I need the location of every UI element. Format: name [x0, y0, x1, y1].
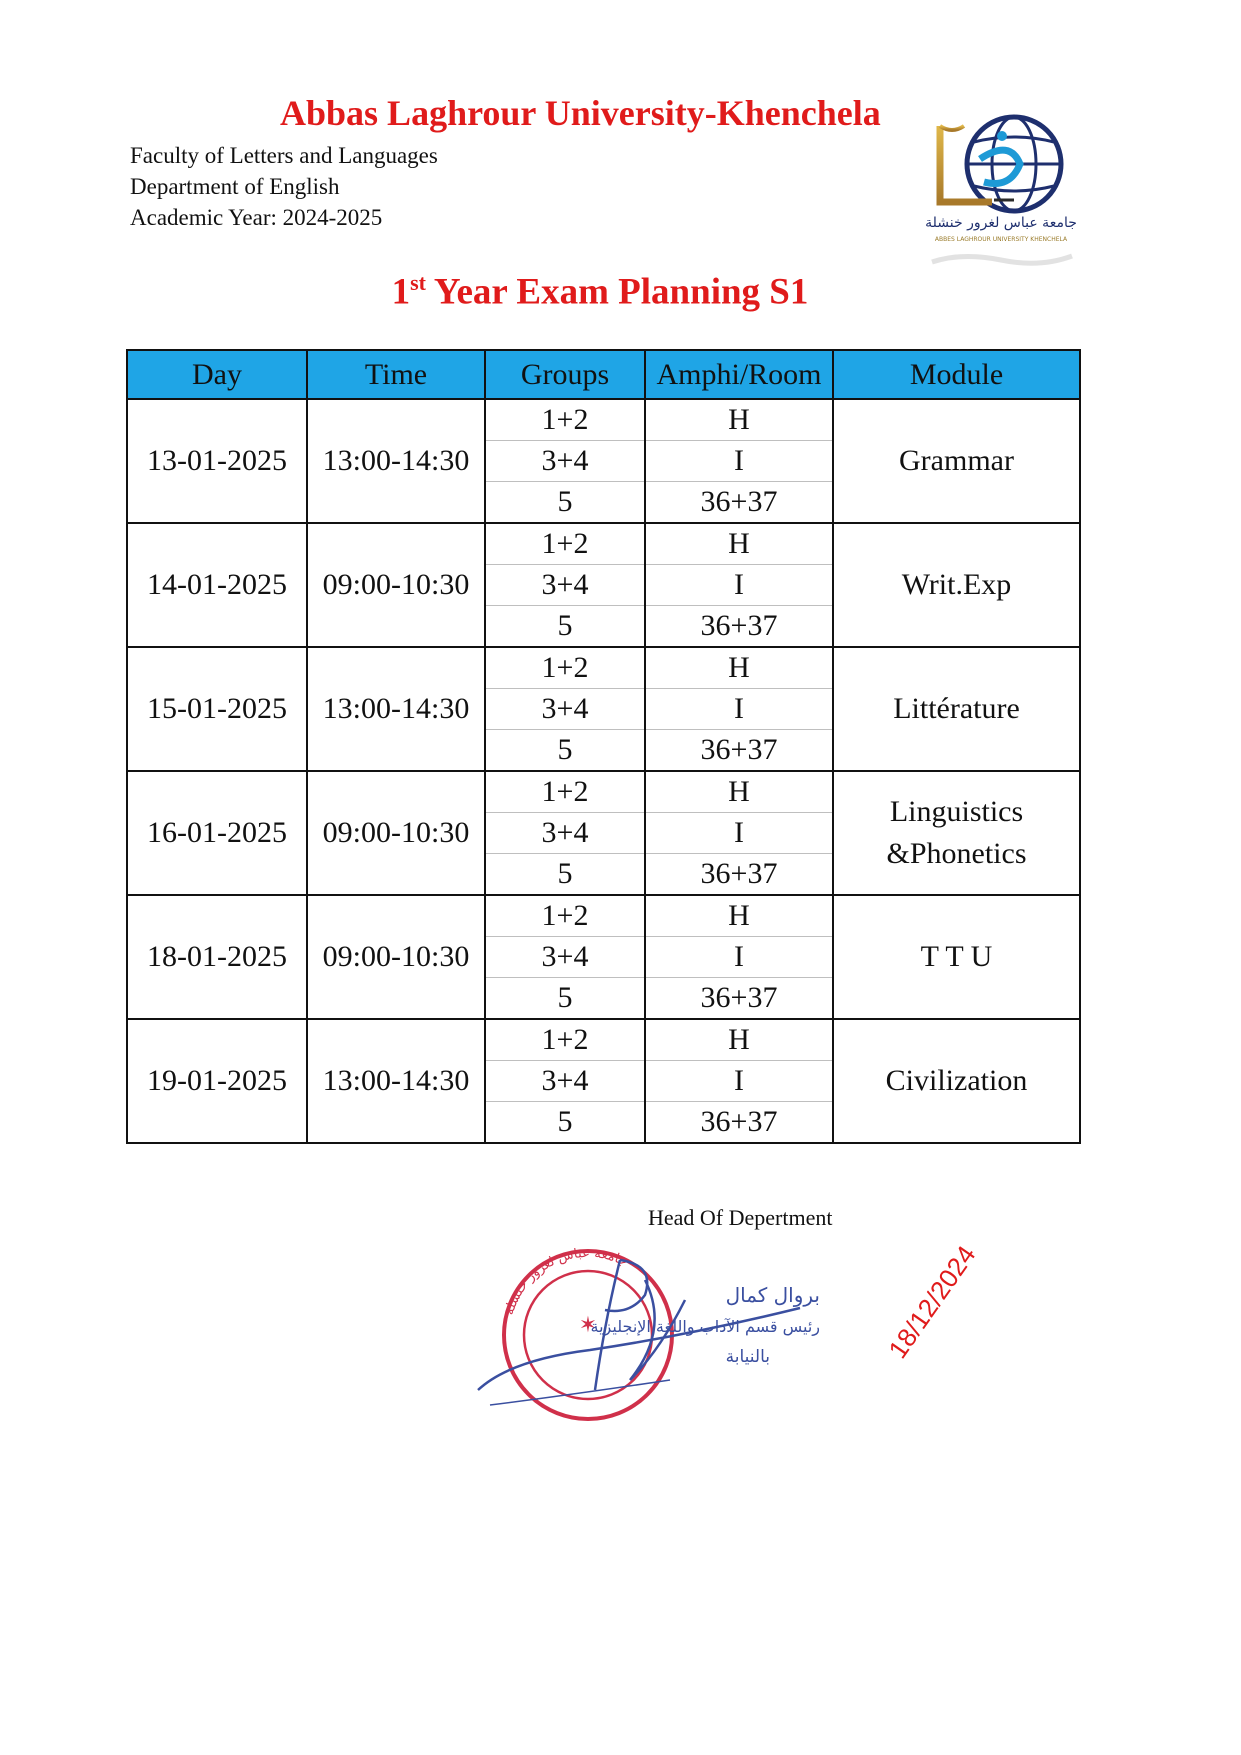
table-row	[127, 647, 1080, 689]
groups-cell: 5	[485, 1102, 645, 1144]
time-cell: 09:00-10:30	[307, 523, 485, 647]
room-cell: H	[645, 523, 833, 565]
day-cell: 15-01-2025	[127, 647, 307, 771]
document-title	[0, 270, 1200, 313]
groups-cell: 3+4	[485, 1061, 645, 1102]
groups-cell: 1+2	[485, 647, 645, 689]
academic-year: Academic Year: 2024-2025	[130, 205, 383, 230]
day-cell: 14-01-2025	[127, 523, 307, 647]
globe-icon	[967, 117, 1061, 211]
groups-cell: 1+2	[485, 523, 645, 565]
module-cell: Linguistics &Phonetics	[833, 771, 1080, 895]
table-row	[127, 895, 1080, 937]
time-cell: 13:00-14:30	[307, 399, 485, 523]
table-row	[127, 771, 1080, 813]
module-cell: Littérature	[833, 647, 1080, 771]
room-cell: 36+37	[645, 1102, 833, 1144]
signature-name: بروال كمال	[725, 1283, 820, 1307]
groups-cell: 1+2	[485, 771, 645, 813]
signature-date: 18/12/2024	[882, 1240, 982, 1364]
room-cell: I	[645, 565, 833, 606]
header-groups: Groups	[485, 350, 645, 399]
header-module: Module	[833, 350, 1080, 399]
room-cell: I	[645, 441, 833, 482]
room-cell: 36+37	[645, 978, 833, 1020]
stamp-ring-text: جامعة عباس لغرور خنشلة	[501, 1245, 630, 1317]
table-body	[127, 399, 1080, 1143]
header-time: Time	[307, 350, 485, 399]
room-cell: H	[645, 647, 833, 689]
university-name: Abbas Laghrour University-Khenchela	[280, 93, 881, 133]
groups-cell: 5	[485, 482, 645, 524]
groups-cell: 1+2	[485, 399, 645, 441]
table-row	[127, 399, 1080, 441]
department-name: Department of English	[130, 174, 340, 199]
room-cell: I	[645, 1061, 833, 1102]
table-header	[127, 350, 1080, 399]
groups-cell: 5	[485, 606, 645, 648]
day-cell: 19-01-2025	[127, 1019, 307, 1143]
groups-cell: 3+4	[485, 441, 645, 482]
room-cell: I	[645, 937, 833, 978]
logo-arabic-text: جامعة عباس لغرور خنشلة	[925, 215, 1077, 231]
table-row	[127, 523, 1080, 565]
time-cell: 13:00-14:30	[307, 647, 485, 771]
room-cell: 36+37	[645, 482, 833, 524]
groups-cell: 5	[485, 854, 645, 896]
institution-info	[130, 140, 438, 233]
room-cell: H	[645, 895, 833, 937]
time-cell: 09:00-10:30	[307, 895, 485, 1019]
title-ordinal: st	[410, 270, 426, 295]
room-cell: 36+37	[645, 854, 833, 896]
signature-acting: بالنيابة	[725, 1347, 770, 1367]
table-row	[127, 1019, 1080, 1061]
header-row	[127, 350, 1080, 399]
title-number: 1	[391, 271, 411, 313]
time-cell: 13:00-14:30	[307, 1019, 485, 1143]
header-day: Day	[127, 350, 307, 399]
groups-cell: 3+4	[485, 689, 645, 730]
module-cell: T T U	[833, 895, 1080, 1019]
groups-cell: 1+2	[485, 1019, 645, 1061]
time-cell: 09:00-10:30	[307, 771, 485, 895]
room-cell: H	[645, 1019, 833, 1061]
groups-cell: 5	[485, 730, 645, 772]
room-cell: I	[645, 813, 833, 854]
module-cell: Civilization	[833, 1019, 1080, 1143]
module-cell: Grammar	[833, 399, 1080, 523]
title-text: Year Exam Planning S1	[425, 271, 809, 313]
head-of-department-label: Head Of Depertment	[648, 1205, 833, 1230]
groups-cell: 3+4	[485, 813, 645, 854]
groups-cell: 3+4	[485, 565, 645, 606]
day-cell: 16-01-2025	[127, 771, 307, 895]
room-cell: I	[645, 689, 833, 730]
groups-cell: 5	[485, 978, 645, 1020]
faculty-name: Faculty of Letters and Languages	[130, 143, 438, 168]
header-room: Amphi/Room	[645, 350, 833, 399]
groups-cell: 1+2	[485, 895, 645, 937]
room-cell: H	[645, 771, 833, 813]
groups-cell: 3+4	[485, 937, 645, 978]
day-cell: 18-01-2025	[127, 895, 307, 1019]
official-stamp-and-signature	[470, 1240, 840, 1425]
room-cell: 36+37	[645, 730, 833, 772]
module-cell: Writ.Exp	[833, 523, 1080, 647]
room-cell: H	[645, 399, 833, 441]
day-cell: 13-01-2025	[127, 399, 307, 523]
logo-latin-text: ABBES LAGHROUR UNIVERSITY KHENCHELA	[934, 236, 1068, 243]
signature-title: رئيس قسم الآداب واللغة الإنجليزية	[590, 1317, 820, 1336]
room-cell: 36+37	[645, 606, 833, 648]
svg-text:✶: ✶	[578, 1312, 598, 1337]
exam-schedule-table	[126, 349, 1081, 1144]
university-logo	[922, 104, 1080, 290]
